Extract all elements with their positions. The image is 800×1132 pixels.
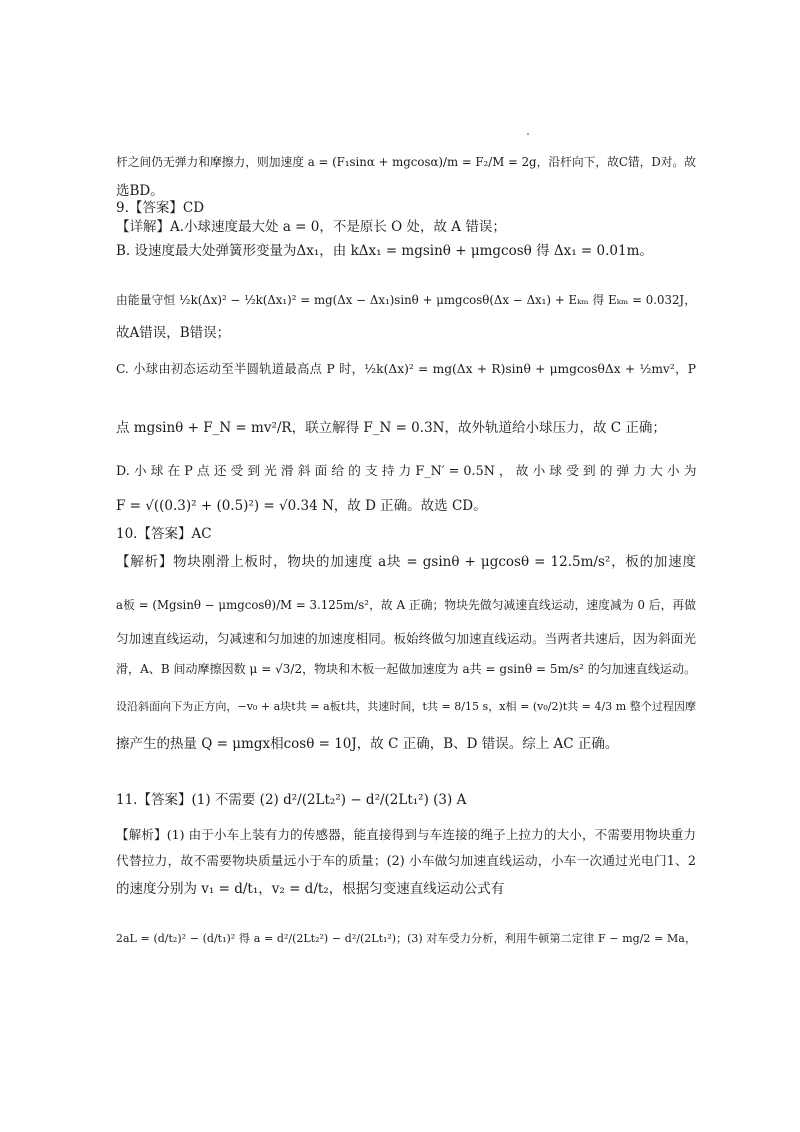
text-line: 点 mgsinθ + F_N = mv²/R，联立解得 F_N = 0.3N，故外轨道给小球压力，故 C 正确； [116, 420, 666, 436]
answer-heading: 10.【答案】AC [116, 526, 212, 542]
text-line: 擦产生的热量 Q = μmgx相cosθ = 10J，故 C 正确，B、D 错误。综上 AC 正确。 [116, 736, 619, 752]
text-line: 【解析】(1) 由于小车上装有力的传感器，能直接得到与车连接的绳子上拉力的大小，不需要用物块重力 [116, 827, 696, 842]
text-line: 选BD。 [116, 183, 164, 199]
text-line: 【解析】物块刚滑上板时，物块的加速度 a块 = gsinθ + μgcosθ = 12.5m/s²，板的加速度 [116, 554, 696, 570]
text-line: 【详解】A.小球速度最大处 a = 0，不是原长 O 处，故 A 错误； [116, 219, 506, 235]
answer-heading: 9.【答案】CD [116, 200, 205, 216]
text-line: D. 小 球 在 P 点 还 受 到 光 滑 斜 面 给 的 支 持 力 F_N′ = 0.5N ， 故 小 球 受 到 的 弹 力 大 小 为 [116, 464, 697, 479]
text-line: 由能量守恒 ½k(Δx)² − ½k(Δx₁)² = mg(Δx − Δx₁)sinθ + μmgcosθ(Δx − Δx₁) + Eₖₘ 得 Eₖₘ = 0.032J， [116, 293, 696, 307]
text-line: 匀加速直线运动，匀减速和匀加速的加速度相同。板始终做匀加速直线运动。当两者共速后，因为斜面光 [116, 631, 696, 646]
text-line: C. 小球由初态运动至半圆轨道最高点 P 时，½k(Δx)² = mg(Δx + R)sinθ + μmgcosθΔx + ½mv²，P [116, 362, 696, 376]
text-line: 滑，A、B 间动摩擦因数 μ = √3/2，物块和木板一起做加速度为 a共 = gsinθ = 5m/s² 的匀加速直线运动。 [116, 662, 696, 676]
text-line: 杆之间仍无弹力和摩擦力，则加速度 a = (F₁sinα + mgcosα)/m = F₂/M = 2g，沿杆向下，故C错，D对。故 [116, 155, 696, 169]
scan-speck [527, 133, 529, 135]
text-line: F = √((0.3)² + (0.5)²) = √0.34 N，故 D 正确。故选 CD。 [116, 498, 487, 514]
text-line: B. 设速度最大处弹簧形变量为Δx₁，由 kΔx₁ = mgsinθ + μmgcosθ 得 Δx₁ = 0.01m。 [116, 243, 653, 259]
text-line: 设沿斜面向下为正方向，−v₀ + a块t共 = a板t共，共速时间，t共 = 8/15 s，x相 = (v₀/2)t共 = 4/3 m 整个过程因摩 [116, 700, 696, 713]
text-line: 2aL = (d/t₂)² − (d/t₁)² 得 a = d²/(2Lt₂²) − d²/(2Lt₁²)；(3) 对车受力分析，利用牛顿第二定律 F − mg/2 = Ma， [116, 932, 696, 945]
text-line: a板 = (Mgsinθ − μmgcosθ)/M = 3.125m/s²，故 A 正确；物块先做匀减速直线运动，速度减为 0 后，再做 [116, 598, 696, 612]
answer-heading: 11.【答案】(1) 不需要 (2) d²/(2Lt₂²) − d²/(2Lt₁²) (3) A [116, 792, 467, 808]
text-line: 的速度分别为 v₁ = d/t₁，v₂ = d/t₂，根据匀变速直线运动公式有 [116, 881, 505, 897]
text-line: 代替拉力，故不需要物块质量远小于车的质量；(2) 小车做匀加速直线运动，小车一次通过光电门1、2 [116, 854, 696, 869]
text-line: 故A错误，B错误； [116, 325, 231, 341]
